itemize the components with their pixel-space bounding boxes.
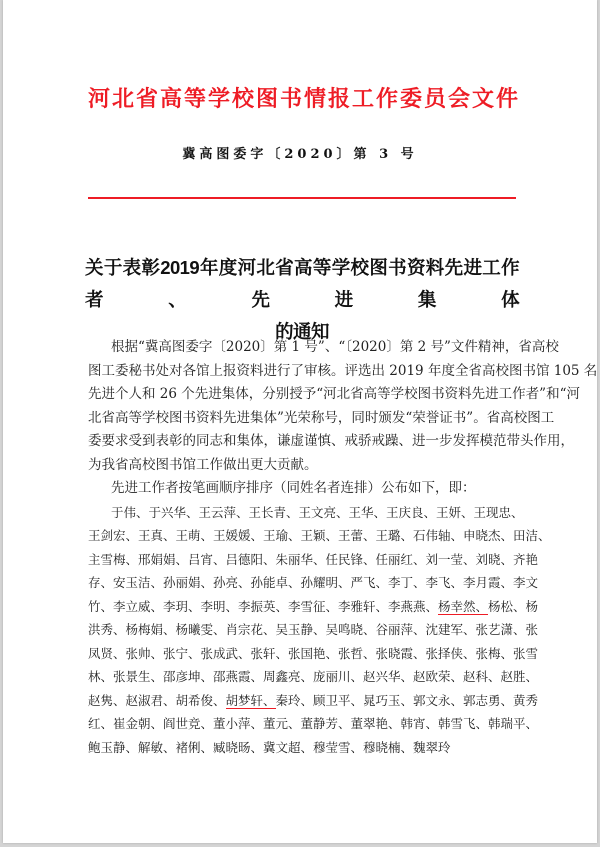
underlined-name: 杨幸然、 [438,598,489,614]
name-list-line: 于伟、于兴华、王云萍、王长青、王文亮、王华、王庆良、王妍、王现忠、 [111,504,524,520]
paragraph-line: 为我省高校图书馆工作做出更大贡献。 [88,456,318,473]
name-list-line: 红、崔金朝、阎世竞、董小萍、董元、董静芳、董翠艳、韩宵、韩雪飞、韩瑞平、 [88,716,539,731]
name-list-line: 主雪梅、邢娟娟、吕宵、吕德阳、朱丽华、任民锋、任丽红、刘一莹、刘晓、齐艳 [88,551,539,567]
name-list-line: 存、安玉洁、孙丽娟、孙亮、孙能卓、孙耀明、严飞、李丁、李飞、李月霞、李文 [88,575,539,590]
name-list-line: 竹、李立威、李玥、李明、李振英、李雪征、李雅轩、李燕燕、杨幸然、杨松、杨 [88,598,539,614]
issuing-organization-title: 河北省高等学校图书情报工作委员会文件 [88,87,518,112]
paragraph-line: 北省高等学校图书资料先进集体”光荣称号，同时颁发“荣誉证书”。省高校图工 [88,409,555,426]
name-list-line: 王剑宏、王真、王萌、王媛媛、王瑜、王颖、王蕾、王璐、石伟轴、申晓杰、田洁、 [88,528,551,543]
name-list-line: 林、张景生、邵彦坤、邵燕霞、周鑫亮、庞丽川、赵兴华、赵欧荣、赵科、赵胜、 [88,669,539,684]
document-number: 冀高图委字〔2020〕第 3 号 [182,147,418,162]
name-list-line: 赵隽、赵淑君、胡希俊、胡梦轩、秦玲、顾卫平、晁巧玉、郭文永、郭志勇、黄秀 [88,692,539,708]
document-page [3,0,597,843]
name-list-line: 凤贤、张帅、张宁、张成武、张轩、张国艳、张哲、张晓霞、张择侠、张梅、张雪 [88,645,539,661]
name-list-line: 洪秀、杨梅娟、杨曦雯、肖宗花、吴玉静、吴鸣晓、谷丽萍、沈建军、张艺潇、张 [88,622,539,637]
paragraph-line: 委要求受到表彰的同志和集体，谦虚谨慎、戒骄戒躁、进一步发挥模范带头作用， [88,433,574,449]
paragraph-list-intro: 先进工作者按笔画顺序排序（同姓名者连排）公布如下，即： [111,480,476,496]
paragraph-basis [88,336,598,477]
notice-heading-line-1: 关于表彰2019年度河北省高等学校图书资料先进工作者、先进集体 [85,257,519,310]
paragraph-line: 图工委秘书处对各馆上报资料进行了审核。评选出 2019 年度全省高校图书馆 105 名 [88,362,598,379]
notice-heading-line-2: 的通知 [275,321,329,342]
red-divider-line [88,197,516,199]
notice-body [88,336,598,759]
awardee-name-list [88,501,551,760]
notice-heading [85,252,519,348]
paragraph-line: 先进个人和 26 个先进集体，分别授予“河北省高等学校图书资料先进工作者”和“河 [88,386,580,402]
paragraph-line: 根据“冀高图委字〔2020〕第 1 号”、“〔2020〕第 2 号”文件精神，省高校 [111,339,559,355]
name-list-line: 鲍玉静、解敏、褚俐、臧晓旸、冀文超、穆莹雪、穆晓楠、魏翠玲 [88,739,451,755]
underlined-name: 胡梦轩、 [225,692,276,708]
